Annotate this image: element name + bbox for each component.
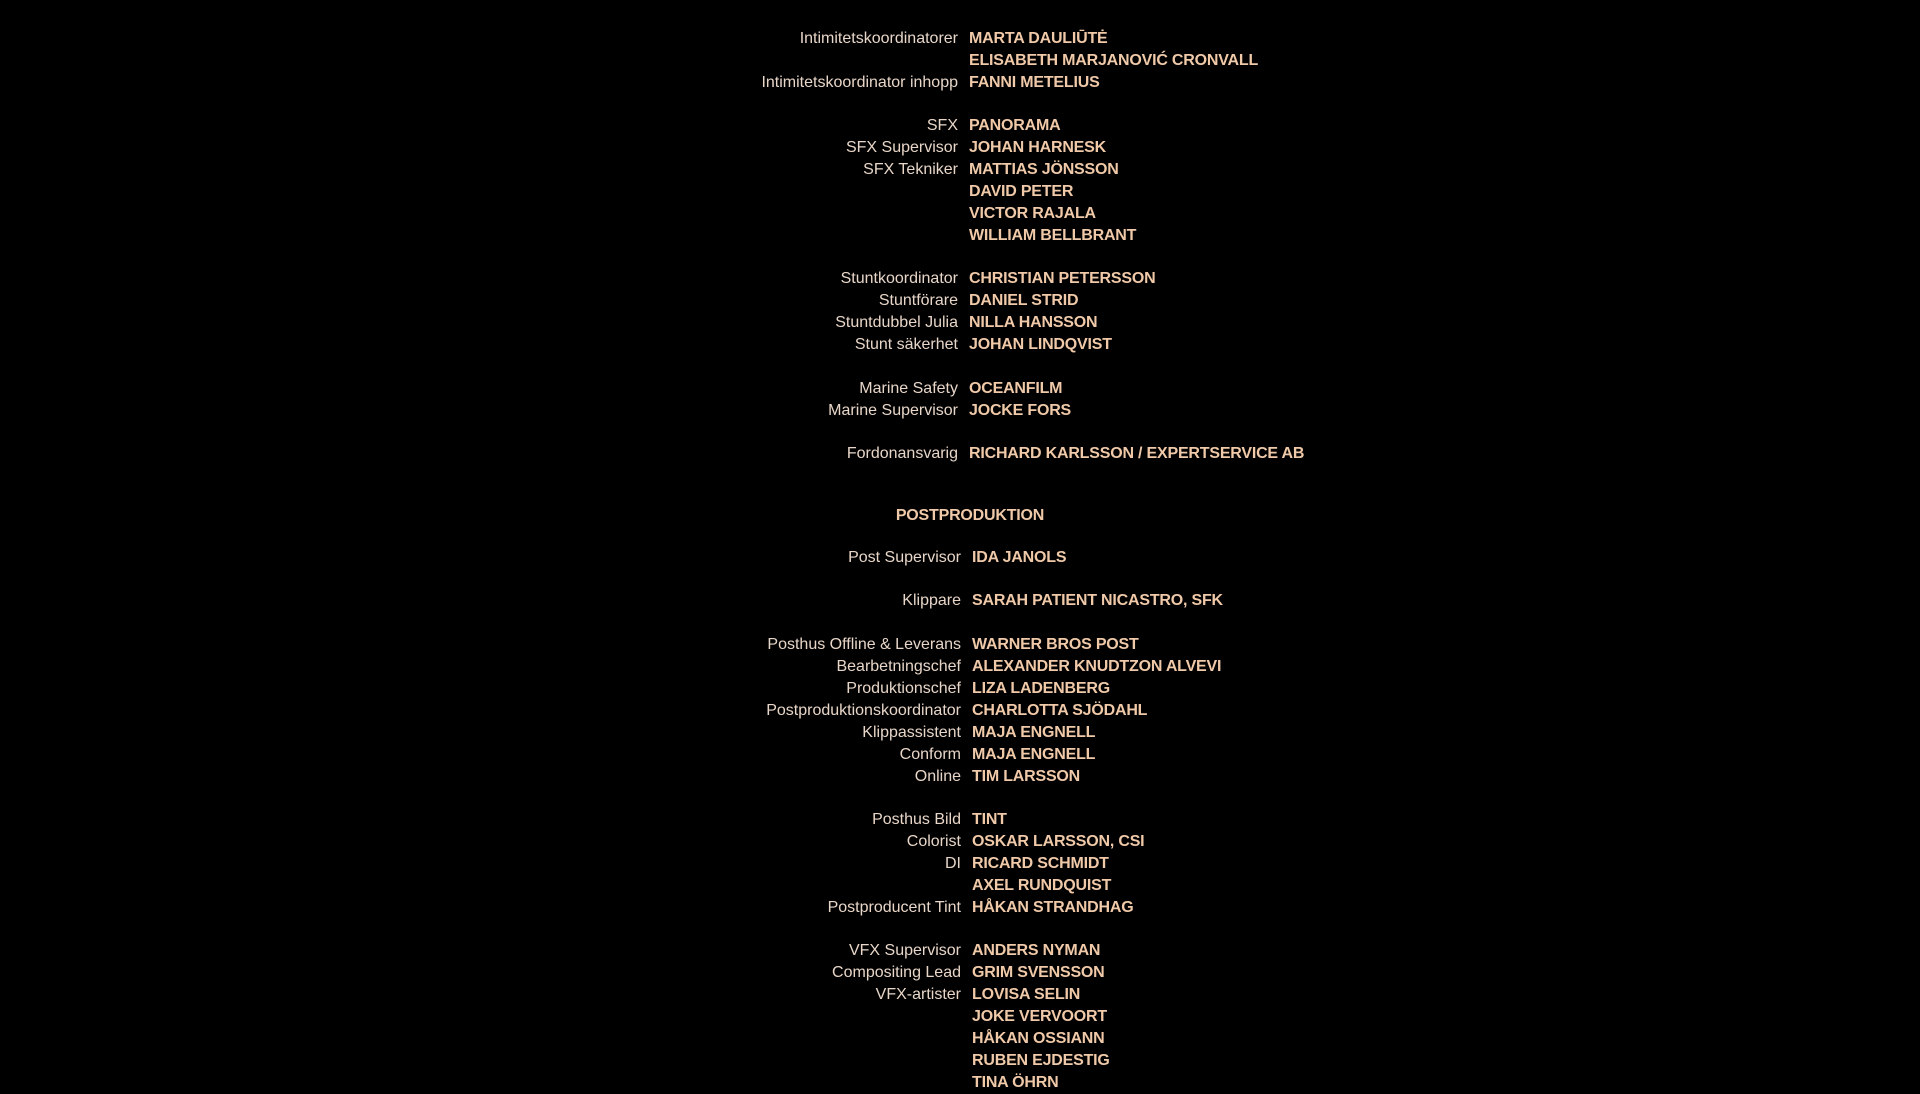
credit-name: OCEANFILM	[969, 380, 1063, 397]
credit-role: Marine Supervisor	[828, 402, 958, 419]
credit-row	[0, 897, 1920, 919]
credit-row	[0, 766, 1920, 788]
credit-name: CHRISTIAN PETERSSON	[969, 270, 1156, 287]
credit-role: SFX	[926, 117, 958, 134]
credit-row	[0, 378, 1920, 400]
credit-role: Intimitetskoordinatorer	[799, 30, 958, 47]
credit-row	[0, 700, 1920, 722]
credit-name: TINA ÖHRN	[972, 1074, 1059, 1091]
credit-name: AXEL RUNDQUIST	[972, 877, 1112, 894]
credit-name: RICARD SCHMIDT	[972, 855, 1109, 872]
credit-row	[0, 28, 1920, 50]
credit-row	[0, 268, 1920, 290]
credit-row	[0, 115, 1920, 137]
credit-name: NILLA HANSSON	[969, 314, 1098, 331]
credit-row	[0, 656, 1920, 678]
credit-role: Postproducent Tint	[827, 899, 961, 916]
credit-role: SFX Tekniker	[863, 161, 958, 178]
credit-role: Stuntkoordinator	[840, 270, 958, 287]
credit-name: TINT	[972, 811, 1007, 828]
credit-name: LIZA LADENBERG	[972, 680, 1110, 697]
credit-name: VICTOR RAJALA	[969, 205, 1096, 222]
credit-role: Intimitetskoordinator inhopp	[761, 74, 958, 91]
credit-name: HÅKAN OSSIANN	[972, 1030, 1105, 1047]
credit-role: Conform	[899, 746, 961, 763]
credit-name: DANIEL STRID	[969, 292, 1079, 309]
credit-row	[0, 853, 1920, 875]
credit-role: Klippassistent	[862, 724, 961, 741]
credit-name: ANDERS NYMAN	[972, 942, 1101, 959]
credit-name: JOHAN HARNESK	[969, 139, 1106, 156]
credit-name: MAJA ENGNELL	[972, 746, 1096, 763]
credit-row	[0, 809, 1920, 831]
credit-row	[0, 1028, 1920, 1050]
credit-row	[0, 443, 1920, 465]
credit-name: WARNER BROS POST	[972, 636, 1139, 653]
credit-row	[0, 203, 1920, 225]
credit-name: JOKE VERVOORT	[972, 1008, 1107, 1025]
credit-role: Colorist	[906, 833, 961, 850]
credit-name: GRIM SVENSSON	[972, 964, 1105, 981]
credit-name: ALEXANDER KNUDTZON ALVEVI	[972, 658, 1222, 675]
credit-role: Stuntförare	[878, 292, 958, 309]
credit-row	[0, 159, 1920, 181]
credit-role: Stunt säkerhet	[854, 336, 958, 353]
credit-row	[0, 290, 1920, 312]
credit-name: JOCKE FORS	[969, 402, 1072, 419]
credit-row	[0, 137, 1920, 159]
credit-role: Bearbetningschef	[836, 658, 961, 675]
credit-row	[0, 312, 1920, 334]
credit-row	[0, 722, 1920, 744]
credit-name: JOHAN LINDQVIST	[969, 336, 1112, 353]
credit-name: TIM LARSSON	[972, 768, 1081, 785]
credit-name: LOVISA SELIN	[972, 986, 1081, 1003]
credit-row	[0, 181, 1920, 203]
credit-row	[0, 962, 1920, 984]
credit-row	[0, 1006, 1920, 1028]
credit-name: FANNI METELIUS	[969, 74, 1100, 91]
credit-name: IDA JANOLS	[972, 549, 1067, 566]
credit-row	[0, 400, 1920, 422]
credit-role: Klippare	[902, 592, 961, 609]
credit-row	[0, 831, 1920, 853]
credit-name: PANORAMA	[969, 117, 1061, 134]
credit-row	[0, 1050, 1920, 1072]
credit-name: HÅKAN STRANDHAG	[972, 899, 1134, 916]
credit-name: WILLIAM BELLBRANT	[969, 227, 1137, 244]
credit-row	[0, 72, 1920, 94]
credit-name: MARTA DAULIŪTĖ	[969, 30, 1108, 47]
credit-role: Marine Safety	[859, 380, 958, 397]
credit-role: VFX-artister	[875, 986, 961, 1003]
credit-role: Posthus Bild	[872, 811, 961, 828]
credit-row	[0, 875, 1920, 897]
credit-name: MAJA ENGNELL	[972, 724, 1096, 741]
credit-role: Posthus Offline & Leverans	[767, 636, 961, 653]
credit-name: CHARLOTTA SJÖDAHL	[972, 702, 1148, 719]
credit-name: SARAH PATIENT NICASTRO, SFK	[972, 592, 1223, 609]
credit-role: SFX Supervisor	[845, 139, 958, 156]
credit-name: DAVID PETER	[969, 183, 1074, 200]
credit-row	[0, 678, 1920, 700]
credit-row	[0, 590, 1920, 612]
credit-role: VFX Supervisor	[848, 942, 961, 959]
credit-name: RICHARD KARLSSON / EXPERTSERVICE AB	[969, 445, 1305, 462]
credit-row	[0, 1072, 1920, 1094]
credit-row	[0, 334, 1920, 356]
credit-row	[0, 547, 1920, 569]
credit-name: OSKAR LARSSON, CSI	[972, 833, 1145, 850]
credit-role: Postproduktionskoordinator	[766, 702, 961, 719]
credit-row	[0, 940, 1920, 962]
credit-role: Produktionschef	[846, 680, 961, 697]
credit-role: Online	[914, 768, 961, 785]
credit-role: Stuntdubbel Julia	[835, 314, 958, 331]
credit-row	[0, 744, 1920, 766]
credit-role: Compositing Lead	[832, 964, 961, 981]
credit-role: Post Supervisor	[848, 549, 961, 566]
credit-role: Fordonansvarig	[846, 445, 958, 462]
credit-role: DI	[945, 855, 961, 872]
credit-row	[0, 984, 1920, 1006]
credit-row	[0, 634, 1920, 656]
credit-row	[0, 50, 1920, 72]
section-heading-postproduktion: POSTPRODUKTION	[895, 507, 1045, 524]
credit-name: ELISABETH MARJANOVIĆ CRONVALL	[969, 52, 1259, 69]
credit-name: RUBEN EJDESTIG	[972, 1052, 1110, 1069]
credit-row	[0, 225, 1920, 247]
credit-name: MATTIAS JÖNSSON	[969, 161, 1119, 178]
